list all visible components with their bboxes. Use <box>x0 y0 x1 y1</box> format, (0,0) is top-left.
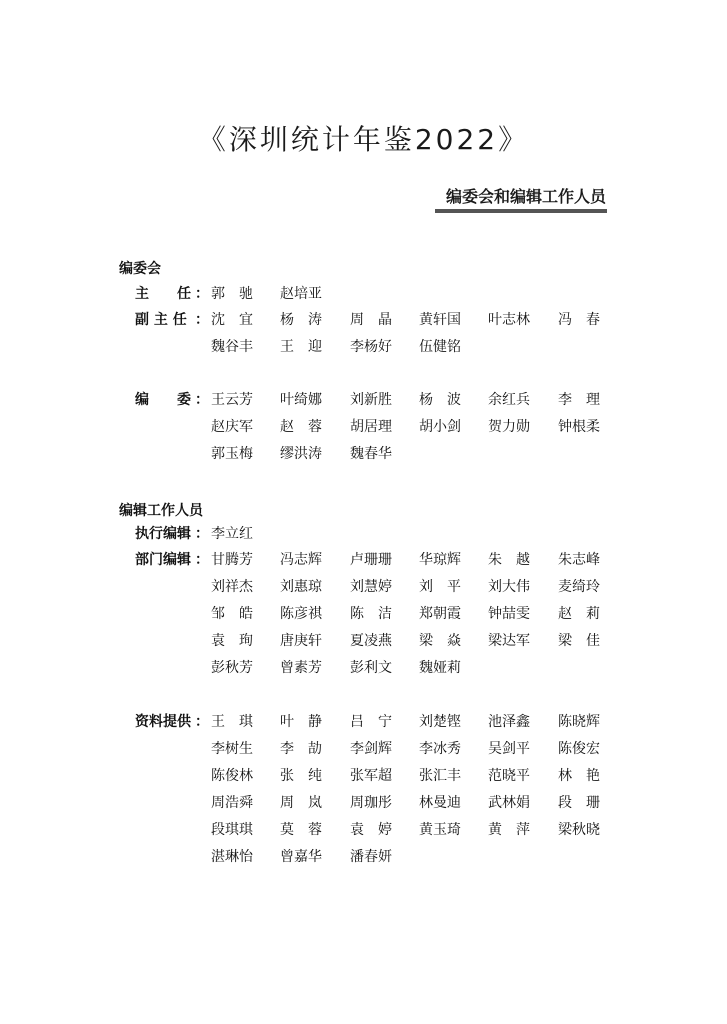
role-label: 部门编辑 <box>135 552 191 568</box>
person-name: 范晓平 <box>488 768 530 784</box>
person-name: 周珈彤 <box>350 795 392 811</box>
name-row <box>0 820 727 840</box>
person-name: 刘慧婷 <box>350 579 392 595</box>
person-name: 李杨好 <box>350 339 392 355</box>
person-name: 李树生 <box>211 741 253 757</box>
name-row <box>0 658 727 678</box>
person-name: 袁 婷 <box>350 822 392 838</box>
person-name: 陈彦祺 <box>280 606 322 622</box>
person-name: 张汇丰 <box>419 768 461 784</box>
person-name: 吴剑平 <box>488 741 530 757</box>
person-name: 周浩舜 <box>211 795 253 811</box>
name-row <box>0 847 727 867</box>
person-name: 贺力勋 <box>488 419 530 435</box>
person-name: 魏谷丰 <box>211 339 253 355</box>
person-name: 周 晶 <box>350 312 392 328</box>
person-name: 刘祥杰 <box>211 579 253 595</box>
person-name: 林曼迪 <box>419 795 461 811</box>
role-colon: ： <box>195 286 209 302</box>
person-name: 李剑辉 <box>350 741 392 757</box>
person-name: 胡居理 <box>350 419 392 435</box>
person-name: 胡小剑 <box>419 419 461 435</box>
person-name: 缪洪涛 <box>280 446 322 462</box>
person-name: 杨 涛 <box>280 312 322 328</box>
person-name: 武林娟 <box>488 795 530 811</box>
person-name: 刘新胜 <box>350 392 392 408</box>
person-name: 华琼辉 <box>419 552 461 568</box>
person-name: 叶志林 <box>488 312 530 328</box>
person-name: 陈俊宏 <box>558 741 600 757</box>
person-name: 钟根柔 <box>558 419 600 435</box>
person-name: 钟喆雯 <box>488 606 530 622</box>
person-name: 王云芳 <box>211 392 253 408</box>
page-subtitle: 编委会和编辑工作人员 <box>445 187 606 206</box>
person-name: 魏春华 <box>350 446 392 462</box>
person-name: 周 岚 <box>280 795 322 811</box>
person-name: 伍健铭 <box>419 339 461 355</box>
subtitle-underline <box>435 209 607 213</box>
section-heading-staff: 编辑工作人员 <box>119 503 203 519</box>
person-name: 刘楚铿 <box>419 714 461 730</box>
person-name: 刘 平 <box>419 579 461 595</box>
role-label: 副 主 任 <box>135 312 187 328</box>
person-name: 余红兵 <box>488 392 530 408</box>
person-name: 陈 洁 <box>350 606 392 622</box>
person-name: 赵庆军 <box>211 419 253 435</box>
name-row <box>0 444 727 464</box>
person-name: 魏娅莉 <box>419 660 461 676</box>
person-name: 李立红 <box>211 526 253 542</box>
person-name: 黄玉琦 <box>419 822 461 838</box>
name-row <box>0 417 727 437</box>
person-name: 赵 莉 <box>558 606 600 622</box>
person-name: 郭玉梅 <box>211 446 253 462</box>
person-name: 莫 蓉 <box>280 822 322 838</box>
person-name: 梁达军 <box>488 633 530 649</box>
name-row <box>0 310 727 330</box>
person-name: 林 艳 <box>558 768 600 784</box>
person-name: 段 珊 <box>558 795 600 811</box>
person-name: 彭秋芳 <box>211 660 253 676</box>
person-name: 池泽鑫 <box>488 714 530 730</box>
name-row <box>0 739 727 759</box>
name-row <box>0 550 727 570</box>
person-name: 邹 皓 <box>211 606 253 622</box>
person-name: 王 琪 <box>211 714 253 730</box>
person-name: 郭 驰 <box>211 286 253 302</box>
role-label: 编 委 <box>135 392 191 408</box>
person-name: 李冰秀 <box>419 741 461 757</box>
person-name: 李 劼 <box>280 741 322 757</box>
person-name: 叶 静 <box>280 714 322 730</box>
person-name: 刘惠琼 <box>280 579 322 595</box>
book-title: 《深圳统计年鉴2022》 <box>197 123 530 156</box>
person-name: 梁 佳 <box>558 633 600 649</box>
person-name: 梁 焱 <box>419 633 461 649</box>
role-colon: ： <box>195 526 209 542</box>
person-name: 朱 越 <box>488 552 530 568</box>
person-name: 夏凌燕 <box>350 633 392 649</box>
name-row <box>0 284 727 304</box>
role-colon: ： <box>195 552 209 568</box>
person-name: 梁秋晓 <box>558 822 600 838</box>
person-name: 彭利文 <box>350 660 392 676</box>
person-name: 甘腾芳 <box>211 552 253 568</box>
person-name: 陈晓辉 <box>558 714 600 730</box>
person-name: 赵培亚 <box>280 286 322 302</box>
person-name: 卢珊珊 <box>350 552 392 568</box>
role-label: 执行编辑 <box>135 526 191 542</box>
person-name: 李 理 <box>558 392 600 408</box>
person-name: 黄轩国 <box>419 312 461 328</box>
name-row <box>0 577 727 597</box>
person-name: 曾嘉华 <box>280 849 322 865</box>
name-row <box>0 712 727 732</box>
person-name: 郑朝霞 <box>419 606 461 622</box>
name-row <box>0 793 727 813</box>
person-name: 沈 宜 <box>211 312 253 328</box>
person-name: 杨 波 <box>419 392 461 408</box>
person-name: 张军超 <box>350 768 392 784</box>
role-colon: ： <box>195 312 209 328</box>
person-name: 朱志峰 <box>558 552 600 568</box>
section-heading-committee: 编委会 <box>119 261 161 277</box>
person-name: 段琪琪 <box>211 822 253 838</box>
person-name: 陈俊林 <box>211 768 253 784</box>
person-name: 刘大伟 <box>488 579 530 595</box>
person-name: 麦绮玲 <box>558 579 600 595</box>
role-label: 主 任 <box>135 286 191 302</box>
name-row <box>0 337 727 357</box>
name-row <box>0 390 727 410</box>
name-row <box>0 766 727 786</box>
person-name: 黄 萍 <box>488 822 530 838</box>
person-name: 吕 宁 <box>350 714 392 730</box>
person-name: 叶绮娜 <box>280 392 322 408</box>
role-colon: ： <box>195 714 209 730</box>
person-name: 袁 珣 <box>211 633 253 649</box>
person-name: 赵 蓉 <box>280 419 322 435</box>
name-row <box>0 524 727 544</box>
person-name: 王 迎 <box>280 339 322 355</box>
person-name: 冯 春 <box>558 312 600 328</box>
person-name: 唐庚轩 <box>280 633 322 649</box>
role-label: 资料提供 <box>135 714 191 730</box>
person-name: 冯志辉 <box>280 552 322 568</box>
name-row <box>0 631 727 651</box>
role-colon: ： <box>195 392 209 408</box>
name-row <box>0 604 727 624</box>
person-name: 曾素芳 <box>280 660 322 676</box>
person-name: 湛琳怡 <box>211 849 253 865</box>
person-name: 潘春妍 <box>350 849 392 865</box>
person-name: 张 纯 <box>280 768 322 784</box>
